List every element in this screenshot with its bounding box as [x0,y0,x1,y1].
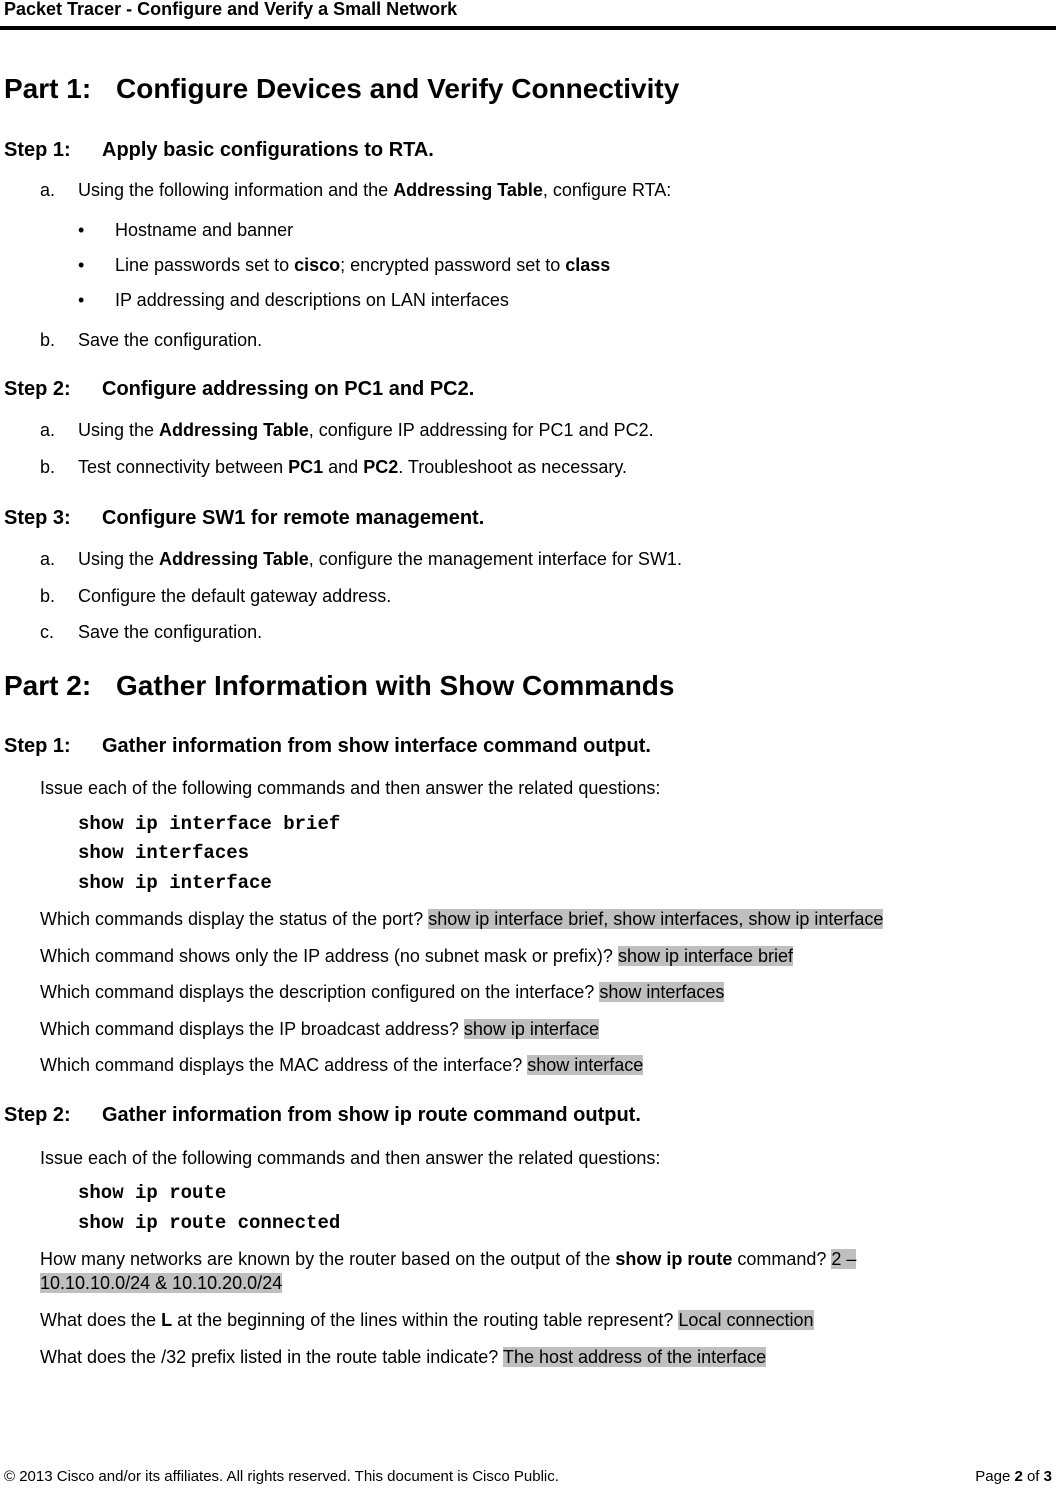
footer-page-number [975,1468,1052,1485]
bullet-item [78,290,509,311]
answer-highlight: 10.10.10.0/24 & 10.10.20.0/24 [40,1273,283,1293]
step-title: Gather information from show interface command output. [102,735,651,757]
item-text: . Troubleshoot as necessary. [398,457,627,477]
part1-step3-item-a [40,549,682,570]
question-text: Which command displays the IP broadcast address? [40,1019,464,1039]
item-text: , configure IP addressing for PC1 and PC2. [308,420,654,440]
bullet-text: IP addressing and descriptions on LAN interfaces [115,290,509,310]
part1-step1-item-b [40,330,262,351]
item-text: , configure RTA: [542,180,672,200]
item-number: b. [40,586,56,606]
item-number: b. [40,457,56,477]
document-header-title: Packet Tracer - Configure and Verify a Small Network [4,0,458,19]
item-bold: Addressing Table [393,180,543,200]
part1-step3-item-c [40,622,262,643]
item-bold: PC2 [363,457,399,477]
page-total: 3 [1043,1468,1052,1485]
step-title: Apply basic configurations to RTA. [102,139,434,161]
part2-title: Gather Information with Show Commands [116,670,675,701]
item-bold: Addressing Table [159,549,309,569]
step-label: Step 1: [4,735,71,757]
part1-heading [4,73,679,105]
item-bold: Addressing Table [159,420,309,440]
question-text: Which command shows only the IP address (no subnet mask or prefix)? [40,946,618,966]
step-label: Step 3: [4,507,71,529]
item-text: Test connectivity between [78,457,289,477]
part1-step1-item-a [40,180,671,201]
step-label: Step 2: [4,378,71,400]
step-title: Configure SW1 for remote management. [102,507,485,529]
question-line [40,946,793,967]
page-label: Page [975,1468,1015,1485]
answer-highlight: 2 – [831,1249,857,1269]
answer-highlight: show ip interface [463,1019,599,1039]
question-line [40,1055,643,1076]
item-text: , configure the management interface for SW1. [308,549,682,569]
answer-continuation [40,1273,282,1294]
bullet-text: Line passwords set to [115,255,295,275]
command-line: show ip interface brief [78,813,341,835]
header-rule [0,26,1056,30]
part2-label: Part 2: [4,670,92,701]
item-number: c. [40,622,55,642]
command-line: show ip interface [78,872,272,894]
item-text: and [323,457,364,477]
question-line [40,1019,599,1040]
question-text: at the beginning of the lines within the routing table represent? [172,1310,679,1330]
item-number: b. [40,330,56,350]
part1-step2-item-a [40,420,654,441]
step-label: Step 1: [4,139,71,161]
answer-highlight: show ip interface brief, show interfaces, show ip interface [428,909,884,929]
question-bold: show ip route [615,1249,733,1269]
step-title: Gather information from show ip route command output. [102,1104,641,1126]
answer-highlight: show interfaces [599,982,725,1002]
question-text: How many networks are known by the router based on the output of the [40,1249,616,1269]
part2-step1-intro: Issue each of the following commands and then answer the related questions: [40,778,661,798]
bullet-bold: class [565,255,611,275]
step-label: Step 2: [4,1104,71,1126]
bullet-text: ; encrypted password set to [340,255,566,275]
answer-highlight: show interface [527,1055,644,1075]
part1-label: Part 1: [4,73,92,104]
part1-step3-heading [4,507,484,530]
question-text: Which commands display the status of the port? [40,909,429,929]
part2-heading [4,670,674,702]
question-text: What does the [40,1310,162,1330]
part1-step2-heading [4,378,474,401]
question-line [40,1347,766,1368]
question-text: Which command displays the description configured on the interface? [40,982,600,1002]
part2-step2-heading [4,1104,641,1127]
part2-step1-heading [4,735,651,758]
item-bold: PC1 [288,457,324,477]
item-text: Using the following information and the [78,180,394,200]
command-line: show interfaces [78,842,250,864]
command-line: show ip route [78,1182,227,1204]
bullet-item [78,220,293,241]
bullet-icon: • [78,220,85,240]
question-bold: L [161,1310,173,1330]
bullet-bold: cisco [294,255,341,275]
bullet-icon: • [78,290,85,310]
bullet-icon: • [78,255,85,275]
part1-step2-item-b [40,457,627,478]
bullet-text: Hostname and banner [115,220,294,240]
item-text: Configure the default gateway address. [78,586,392,606]
item-text: Using the [78,549,160,569]
part1-step1-heading [4,139,434,162]
part2-step2-intro: Issue each of the following commands and then answer the related questions: [40,1148,661,1168]
question-line [40,1310,814,1331]
item-number: a. [40,180,56,200]
item-number: a. [40,420,56,440]
answer-highlight: The host address of the interface [502,1347,767,1367]
answer-highlight: show ip interface brief [617,946,794,966]
item-text: Save the configuration. [78,622,263,642]
bullet-item [78,255,610,276]
item-text: Save the configuration. [78,330,263,350]
question-line [40,909,883,930]
question-text: Which command displays the MAC address of the interface? [40,1055,528,1075]
command-line: show ip route connected [78,1212,341,1234]
question-line [40,1249,856,1270]
question-text: What does the /32 prefix listed in the route table indicate? [40,1347,503,1367]
page-current: 2 [1014,1468,1023,1485]
part1-title: Configure Devices and Verify Connectivity [116,73,680,104]
step-title: Configure addressing on PC1 and PC2. [102,378,475,400]
answer-highlight: Local connection [678,1310,814,1330]
question-text: command? [732,1249,832,1269]
item-text: Using the [78,420,160,440]
page-label: of [1022,1468,1044,1485]
part1-step3-item-b [40,586,391,607]
question-line [40,982,724,1003]
item-number: a. [40,549,56,569]
footer-copyright: © 2013 Cisco and/or its affiliates. All rights reserved. This document is Cisco Public. [4,1468,559,1485]
